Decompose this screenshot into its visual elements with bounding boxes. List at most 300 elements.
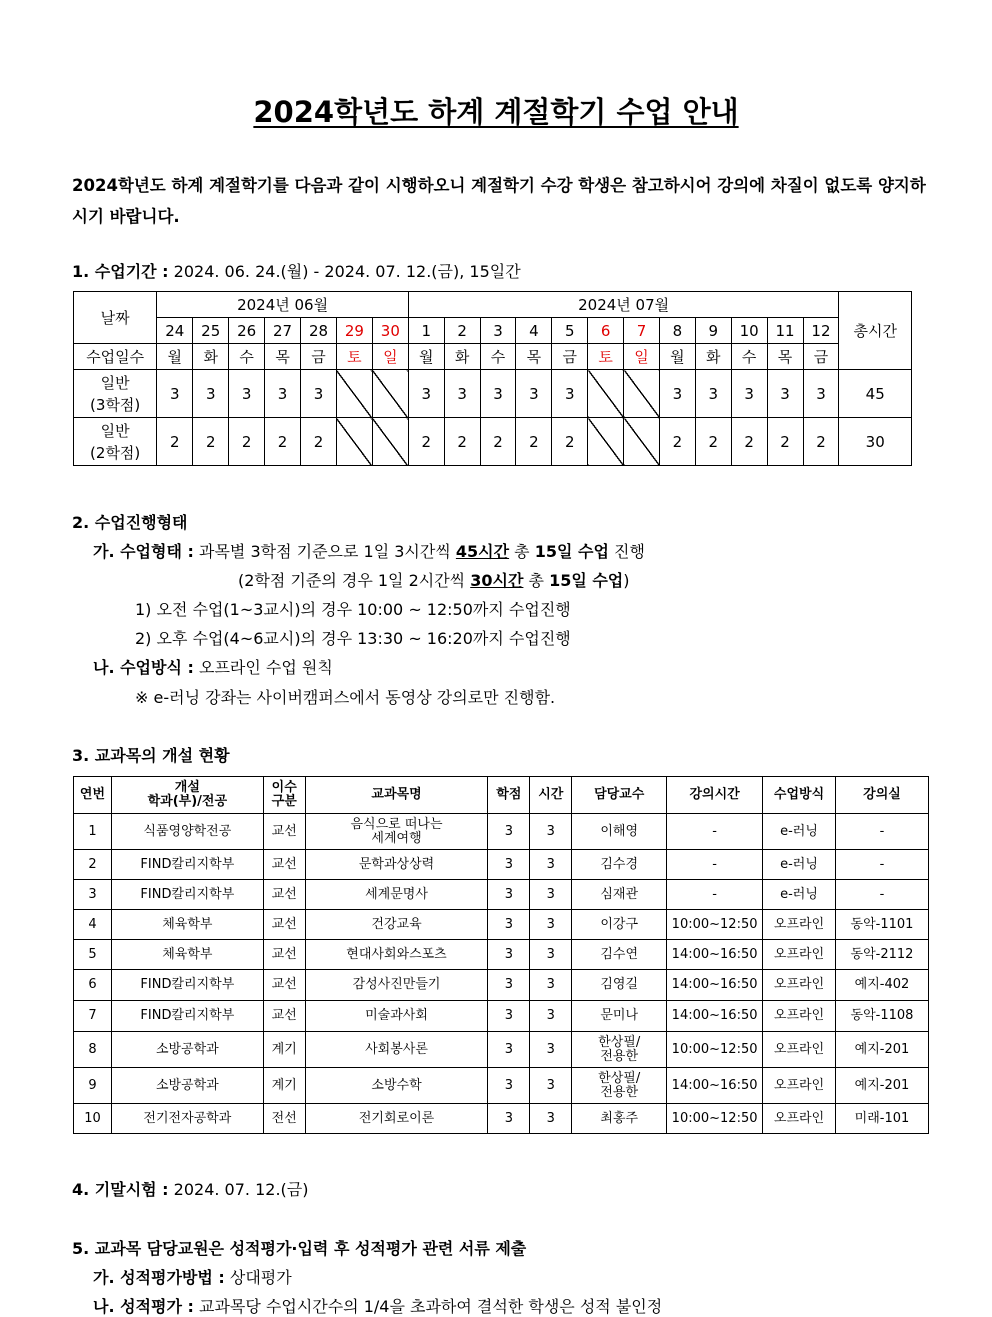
course-cell-text: 9 — [88, 1077, 97, 1093]
course-cell — [305, 850, 488, 880]
weekday-cell: 목 — [767, 344, 803, 370]
course-cell — [667, 1001, 763, 1032]
date-cell: 9 — [695, 318, 731, 344]
course-cell — [530, 910, 572, 940]
course-cell-text: 2 — [88, 856, 97, 872]
course-cell — [763, 970, 836, 1001]
course-cell-text: 3 — [546, 1077, 555, 1093]
course-cell-text: 3 — [504, 1077, 513, 1093]
date-cell: 30 — [372, 318, 408, 344]
course-cell — [305, 940, 488, 970]
course-cell-text: - — [712, 823, 717, 839]
course-cell-text: 소방공학과 — [155, 1077, 219, 1093]
course-cell — [835, 940, 928, 970]
weekday-cell: 토 — [336, 344, 372, 370]
course-cell — [530, 814, 572, 850]
table-row — [74, 1104, 929, 1134]
no-class-cell — [336, 418, 372, 466]
course-cell-text: 4 — [88, 916, 97, 932]
general-2credit-label — [74, 418, 157, 466]
column-header-text: 연번 — [79, 787, 106, 802]
course-cell — [667, 1104, 763, 1134]
course-cell — [74, 1104, 112, 1134]
date-cell: 28 — [301, 318, 337, 344]
course-cell — [111, 814, 263, 850]
course-cell-text: 전용한 — [600, 1084, 639, 1100]
course-cell-text: 3 — [546, 856, 555, 872]
hours-cell: 2 — [193, 418, 229, 466]
course-cell-text: 3 — [546, 977, 555, 992]
course-cell — [763, 880, 836, 910]
course-cell-text: - — [712, 886, 717, 902]
course-cell-text: 14:00~16:50 — [671, 946, 758, 962]
course-cell — [488, 940, 530, 970]
course-cell-text: 3 — [546, 1110, 555, 1126]
date-cell: 26 — [229, 318, 265, 344]
class-type-text-2: 총 — [509, 542, 535, 561]
hours-cell: 2 — [659, 418, 695, 466]
no-class-cell — [624, 418, 660, 466]
date-cell: 3 — [480, 318, 516, 344]
course-cell-text: 3 — [504, 1110, 513, 1126]
course-cell-text: 사회봉사론 — [365, 1041, 428, 1057]
intro-paragraph: 2024학년도 하계 계절학기를 다음과 같이 시행하오니 계절학기 수강 학생은 참고하시어 강의에 차질이 없도록 양지하시기 바랍니다. — [72, 176, 926, 226]
course-cell-text: 예지-201 — [854, 1077, 910, 1093]
course-cell-text: 김수연 — [600, 946, 639, 962]
date-cell: 12 — [803, 318, 839, 344]
class-method-text: 오프라인 수업 원칙 — [193, 658, 333, 677]
row-label: 일반 — [100, 373, 130, 392]
hours-cell: 3 — [695, 370, 731, 418]
course-cell-text: 3 — [88, 886, 97, 902]
hours-cell: 3 — [265, 370, 301, 418]
course-cell — [74, 880, 112, 910]
weekday-cell: 수 — [731, 344, 767, 370]
weekday-cell: 금 — [803, 344, 839, 370]
course-cell-text: 3 — [546, 916, 555, 932]
hours-cell: 2 — [444, 418, 480, 466]
course-cell — [488, 850, 530, 880]
hours-cell: 2 — [229, 418, 265, 466]
hours-cell: 2 — [552, 418, 588, 466]
course-cell — [667, 940, 763, 970]
course-cell — [263, 1032, 305, 1068]
course-cell — [305, 814, 488, 850]
course-cell — [530, 880, 572, 910]
date-cell: 24 — [157, 318, 193, 344]
hours-cell: 2 — [301, 418, 337, 466]
course-cell-text: 예지-201 — [854, 1041, 910, 1057]
no-class-cell — [372, 370, 408, 418]
course-cell-text: 3 — [504, 916, 513, 932]
column-header-text: 강의시간 — [689, 787, 740, 802]
weekday-cell: 월 — [157, 344, 193, 370]
course-cell — [763, 1032, 836, 1068]
course-cell-text: 10 — [84, 1110, 101, 1126]
course-cell — [488, 880, 530, 910]
column-header-text: 교과목명 — [371, 787, 422, 802]
table-row — [74, 940, 929, 970]
date-cell: 27 — [265, 318, 301, 344]
course-cell-text: 10:00~12:50 — [671, 916, 758, 932]
course-cell — [74, 1001, 112, 1032]
section-5-heading: 5. 교과목 담당교원은 성적평가·입력 후 성적평가 관련 서류 제출 — [72, 1239, 527, 1258]
section-2-na — [93, 655, 333, 678]
final-exam-date: 2024. 07. 12.(금) — [168, 1180, 309, 1199]
course-cell-text: 음식으로 떠나는 — [350, 816, 443, 832]
course-cell — [572, 1032, 667, 1068]
course-cell — [263, 1104, 305, 1134]
course-cell-text: 오프라인 — [773, 1110, 825, 1126]
course-cell-text: 체육학부 — [162, 916, 213, 932]
table-row — [74, 910, 929, 940]
hours-cell: 3 — [229, 370, 265, 418]
days-3credit: 15일 수업 — [534, 542, 609, 561]
course-cell — [835, 1001, 928, 1032]
course-cell-text: FIND칼리지학부 — [140, 977, 235, 992]
date-header: 날짜 — [74, 292, 157, 344]
course-cell — [263, 940, 305, 970]
course-cell-text: 한상필/ — [598, 1070, 641, 1086]
course-cell-text: FIND칼리지학부 — [140, 886, 235, 902]
column-header-text: 강의실 — [863, 787, 901, 802]
course-cell-text: 미래-101 — [854, 1110, 910, 1126]
month-header-june: 2024년 06월 — [157, 292, 408, 318]
column-header — [488, 777, 530, 814]
course-cell — [667, 1068, 763, 1104]
credit2-text-3: ) — [623, 571, 630, 590]
table-row — [74, 970, 929, 1001]
hours-cell: 3 — [731, 370, 767, 418]
hours-cell: 2 — [157, 418, 193, 466]
section-3-heading: 3. 교과목의 개설 현황 — [72, 746, 230, 765]
weekday-cell: 일 — [624, 344, 660, 370]
month-header-july: 2024년 07월 — [408, 292, 839, 318]
course-cell-text: 3 — [504, 946, 513, 962]
course-cell-text: 교선 — [271, 886, 297, 902]
course-cell-text: 계기 — [271, 1041, 297, 1057]
course-cell — [572, 850, 667, 880]
credit2-text: (2학점 기준의 경우 1일 2시간씩 — [238, 571, 471, 590]
course-cell — [488, 1104, 530, 1134]
course-cell-text: 교선 — [271, 856, 297, 872]
hours-cell: 3 — [301, 370, 337, 418]
course-cell-text: 한상필/ — [598, 1034, 641, 1050]
class-type-label: 가. 수업형태 : — [93, 542, 194, 561]
course-cell-text: - — [712, 856, 717, 872]
course-cell-text: 3 — [504, 823, 513, 839]
course-cell — [835, 814, 928, 850]
no-class-cell — [588, 418, 624, 466]
course-cell — [488, 1032, 530, 1068]
date-cell: 4 — [516, 318, 552, 344]
course-cell — [835, 1068, 928, 1104]
course-cell — [572, 880, 667, 910]
course-table — [73, 776, 929, 1134]
course-cell — [305, 1032, 488, 1068]
course-cell — [835, 910, 928, 940]
course-cell-text: 전선 — [271, 1110, 297, 1126]
column-header — [111, 777, 263, 814]
date-cell: 1 — [408, 318, 444, 344]
hours-cell: 3 — [552, 370, 588, 418]
course-cell-text: e-러닝 — [780, 823, 818, 839]
course-cell — [530, 940, 572, 970]
hours-2credit: 30시간 — [470, 571, 524, 590]
course-cell-text: - — [879, 856, 885, 872]
date-cell: 25 — [193, 318, 229, 344]
column-header — [74, 777, 112, 814]
date-cell: 10 — [731, 318, 767, 344]
course-cell — [263, 850, 305, 880]
course-cell-text: 예지-402 — [854, 977, 910, 992]
course-cell-text: 3 — [546, 886, 555, 902]
weekday-cell: 화 — [193, 344, 229, 370]
hours-cell: 3 — [157, 370, 193, 418]
course-cell — [763, 814, 836, 850]
course-cell-text: 오프라인 — [773, 916, 825, 932]
course-cell-text: 김영길 — [600, 977, 639, 992]
course-cell — [763, 910, 836, 940]
course-cell — [572, 1068, 667, 1104]
course-cell — [835, 970, 928, 1001]
course-cell-text: e-러닝 — [780, 886, 818, 902]
course-cell — [305, 1104, 488, 1134]
course-cell — [835, 850, 928, 880]
course-cell-text: FIND칼리지학부 — [140, 856, 235, 872]
course-cell — [572, 814, 667, 850]
course-cell — [835, 1032, 928, 1068]
course-cell — [74, 814, 112, 850]
hours-cell: 3 — [480, 370, 516, 418]
course-cell — [263, 1068, 305, 1104]
course-cell-text: 3 — [504, 1008, 513, 1023]
column-header-text: 시간 — [538, 787, 564, 802]
course-cell-text: 오프라인 — [773, 946, 825, 962]
course-cell — [111, 1001, 263, 1032]
hours-cell: 3 — [659, 370, 695, 418]
section-2-ga-2credit — [238, 568, 630, 591]
weekday-cell: 수 — [229, 344, 265, 370]
course-cell-text: 건강교육 — [371, 916, 422, 932]
row-sublabel: (3학점) — [90, 395, 141, 414]
course-cell-text: 6 — [88, 977, 97, 992]
course-cell — [111, 1032, 263, 1068]
weekday-cell: 수 — [480, 344, 516, 370]
course-cell — [263, 880, 305, 910]
course-cell-text: 오프라인 — [773, 1008, 825, 1023]
column-header-text: 개설 — [174, 780, 200, 795]
course-cell — [572, 940, 667, 970]
column-header-text: 학과(부)/전공 — [147, 794, 228, 809]
course-cell-text: 교선 — [271, 916, 297, 932]
course-cell — [74, 970, 112, 1001]
course-cell-text: 동악-1101 — [850, 916, 914, 932]
final-exam-label: 4. 기말시험 : — [72, 1180, 169, 1199]
hours-cell: 3 — [767, 370, 803, 418]
table-row — [74, 1032, 929, 1068]
section-1-period: 2024. 06. 24.(월) - 2024. 07. 12.(금), 15일간 — [168, 262, 521, 281]
column-header-text: 이수 — [271, 780, 297, 795]
course-cell — [572, 1001, 667, 1032]
row-sublabel: (2학점) — [90, 443, 141, 462]
date-cell: 29 — [336, 318, 372, 344]
date-cell: 8 — [659, 318, 695, 344]
course-cell — [530, 1032, 572, 1068]
course-cell-text: 오프라인 — [773, 1077, 825, 1093]
course-cell — [74, 1032, 112, 1068]
course-cell — [111, 1104, 263, 1134]
course-cell — [530, 850, 572, 880]
course-cell — [488, 910, 530, 940]
hours-cell: 3 — [444, 370, 480, 418]
course-cell — [488, 814, 530, 850]
course-cell — [530, 1001, 572, 1032]
date-cell: 6 — [588, 318, 624, 344]
course-cell — [763, 850, 836, 880]
column-header — [763, 777, 836, 814]
course-cell-text: 3 — [546, 1041, 555, 1057]
course-cell-text: 교선 — [271, 823, 297, 839]
column-header-text: 학점 — [496, 787, 522, 802]
hours-cell: 2 — [265, 418, 301, 466]
course-cell-text: 7 — [88, 1008, 97, 1023]
hours-cell: 3 — [803, 370, 839, 418]
weekday-cell: 목 — [516, 344, 552, 370]
course-cell — [763, 1068, 836, 1104]
course-cell-text: 미술과사회 — [365, 1008, 428, 1023]
course-cell-text: 세계여행 — [371, 830, 422, 846]
course-cell — [835, 1104, 928, 1134]
course-cell-text: 교선 — [271, 977, 297, 992]
hours-cell: 2 — [695, 418, 731, 466]
no-class-cell — [588, 370, 624, 418]
weekday-cell: 월 — [408, 344, 444, 370]
course-cell — [572, 1104, 667, 1134]
column-header — [530, 777, 572, 814]
course-cell-text: 동악-1108 — [850, 1008, 914, 1023]
table-row — [74, 814, 929, 850]
morning-class-item: 1) 오전 수업(1~3교시)의 경우 10:00 ~ 12:50까지 수업진행 — [135, 600, 571, 619]
class-method-label: 나. 수업방식 : — [93, 658, 194, 677]
hours-cell: 2 — [408, 418, 444, 466]
course-cell — [667, 850, 763, 880]
course-cell — [763, 940, 836, 970]
course-cell — [305, 970, 488, 1001]
section-1 — [72, 259, 521, 282]
course-cell-text: e-러닝 — [780, 856, 818, 872]
course-cell-text: 교선 — [271, 1008, 297, 1023]
course-cell-text: 14:00~16:50 — [671, 977, 758, 992]
course-cell — [572, 970, 667, 1001]
row-label: 일반 — [100, 421, 130, 440]
course-cell-text: 3 — [546, 823, 555, 839]
course-cell — [530, 970, 572, 1001]
weekday-cell: 목 — [265, 344, 301, 370]
course-cell — [111, 880, 263, 910]
column-header — [263, 777, 305, 814]
class-type-text: 과목별 3학점 기준으로 1일 3시간씩 — [193, 542, 456, 561]
hours-3credit: 45시간 — [455, 542, 510, 561]
course-cell-text: - — [879, 823, 885, 839]
column-header — [667, 777, 763, 814]
weekday-cell: 화 — [444, 344, 480, 370]
course-cell-text: 3 — [546, 946, 555, 962]
weekday-cell: 월 — [659, 344, 695, 370]
course-cell — [111, 910, 263, 940]
course-cell — [530, 1104, 572, 1134]
column-header-text: 수업방식 — [773, 787, 825, 802]
course-cell — [835, 880, 928, 910]
weekday-cell: 토 — [588, 344, 624, 370]
course-cell-text: 감성사진만들기 — [352, 977, 441, 992]
weekday-cell: 금 — [552, 344, 588, 370]
course-cell-text: 3 — [504, 977, 513, 992]
course-cell-text: 체육학부 — [162, 946, 213, 962]
section-2-heading: 2. 수업진행형태 — [72, 513, 188, 532]
hours-cell: 3 — [408, 370, 444, 418]
course-cell — [111, 850, 263, 880]
course-cell-text: 10:00~12:50 — [671, 1041, 758, 1057]
course-cell-text: 14:00~16:50 — [671, 1008, 758, 1023]
course-cell-text: FIND칼리지학부 — [140, 1008, 235, 1023]
course-cell-text: 동악-2112 — [850, 946, 914, 962]
table-row — [74, 850, 929, 880]
hours-cell: 3 — [193, 370, 229, 418]
course-cell-text: 1 — [88, 823, 97, 839]
course-cell — [572, 910, 667, 940]
course-cell-text: 심재관 — [600, 886, 639, 902]
course-cell — [263, 970, 305, 1001]
course-cell-text: 3 — [546, 1008, 555, 1023]
general-3credit-label — [74, 370, 157, 418]
course-cell-text: 오프라인 — [773, 1041, 825, 1057]
column-header-text: 담당교수 — [594, 787, 645, 802]
course-cell — [305, 880, 488, 910]
course-cell — [667, 1032, 763, 1068]
course-cell — [488, 1068, 530, 1104]
hours-cell: 2 — [480, 418, 516, 466]
course-cell-text: 전기회로이론 — [358, 1110, 435, 1126]
course-cell-text: 오프라인 — [773, 977, 825, 992]
hours-cell: 2 — [731, 418, 767, 466]
course-cell-text: 3 — [504, 856, 513, 872]
section-4 — [72, 1177, 308, 1200]
grading-method-label: 가. 성적평가방법 : — [93, 1268, 225, 1287]
grading-label: 나. 성적평가 : — [93, 1297, 194, 1316]
grading-rule-text: 교과목당 수업시간수의 1/4을 초과하여 결석한 학생은 성적 불인정 — [193, 1297, 663, 1316]
class-days-label: 수업일수 — [74, 344, 157, 370]
no-class-cell — [372, 418, 408, 466]
course-cell — [667, 910, 763, 940]
course-cell-text: 문학과상상력 — [358, 856, 435, 872]
course-cell — [488, 970, 530, 1001]
days-2credit: 15일 수업 — [549, 571, 624, 590]
course-cell — [763, 1001, 836, 1032]
course-cell — [111, 940, 263, 970]
column-header-text: 구분 — [271, 794, 297, 809]
course-cell-text: 문미나 — [600, 1008, 639, 1023]
page-title: 2024학년도 하계 계절학기 수업 안내 — [253, 95, 739, 129]
no-class-cell — [336, 370, 372, 418]
course-cell-text: 이강구 — [600, 916, 639, 932]
course-cell — [763, 1104, 836, 1134]
course-cell — [530, 1068, 572, 1104]
course-cell — [263, 910, 305, 940]
table-row — [74, 1001, 929, 1032]
course-cell-text: 소방공학과 — [155, 1041, 219, 1057]
column-header — [572, 777, 667, 814]
